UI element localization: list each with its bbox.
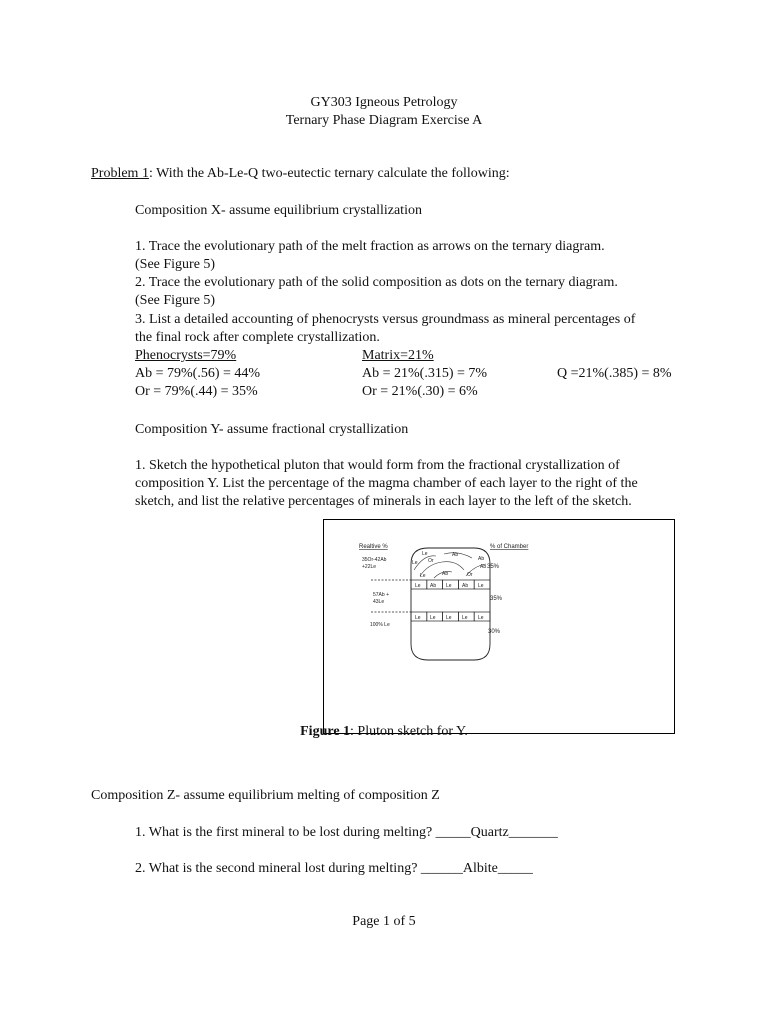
mineral-label: Le <box>446 583 452 589</box>
composition-x-line: (See Figure 5) <box>135 257 216 272</box>
chamber-percent: 30% <box>488 629 501 635</box>
mineral-label: Le <box>415 583 421 589</box>
phenocrysts-ab: Ab = 79%(.56) = 44% <box>135 366 261 381</box>
composition-y-line: 1. Sketch the hypothetical pluton that would form from the fractional crystallization of <box>135 458 620 473</box>
pluton-figure <box>323 519 675 734</box>
mineral-label: Le <box>422 551 428 557</box>
mineral-label: Le <box>446 615 452 621</box>
matrix-header: Matrix=21% <box>362 348 434 363</box>
mineral-label: Ab <box>478 556 485 562</box>
figure-caption-label: Figure 1 <box>300 724 351 739</box>
course-title: GY303 Igneous Petrology <box>310 95 458 110</box>
problem-1-line <box>91 165 510 182</box>
figure-caption-text: : Pluton sketch for Y. <box>350 724 468 739</box>
composition-x-line: the final rock after complete crystallization. <box>135 330 380 345</box>
chamber-percent-header: % of Chamber <box>490 544 529 550</box>
mineral-label: Le <box>462 615 468 621</box>
layer-label: +22Le <box>362 564 377 570</box>
mineral-label: Ab <box>452 552 459 558</box>
page-number: Page 1 of 5 <box>352 914 416 929</box>
phenocrysts-or: Or = 79%(.44) = 35% <box>135 384 258 399</box>
mineral-label: Le <box>420 573 426 579</box>
mineral-label: Or <box>428 558 434 564</box>
composition-x-line: 3. List a detailed accounting of phenocrysts versus groundmass as mineral percentages of <box>135 312 636 327</box>
composition-x-line: 1. Trace the evolutionary path of the melt fraction as arrows on the ternary diagram. <box>135 239 605 254</box>
pluton-sketch <box>324 520 674 733</box>
mineral-label: Le <box>478 583 484 589</box>
composition-z-question-2: 2. What is the second mineral lost during melting? ______Albite_____ <box>135 861 533 876</box>
composition-y-heading: Composition Y- assume fractional crystallization <box>135 422 409 437</box>
figure-caption <box>0 723 768 740</box>
mineral-label: Ab <box>430 583 437 589</box>
quartz-value: Q =21%(.385) = 8% <box>557 366 672 381</box>
mineral-label: Le <box>412 560 418 566</box>
layer-label: 43Le <box>373 599 385 605</box>
phenocrysts-header: Phenocrysts=79% <box>135 348 237 363</box>
mineral-label: Ab <box>480 564 487 570</box>
composition-x-line: (See Figure 5) <box>135 293 216 308</box>
mineral-label: Le <box>478 615 484 621</box>
problem-1-label: Problem 1 <box>91 166 149 181</box>
composition-z-question-1: 1. What is the first mineral to be lost during melting? _____Quartz_______ <box>135 825 558 840</box>
chamber-percent: 35% <box>490 596 503 602</box>
relative-percent-header: Realtive % <box>359 544 388 550</box>
composition-x-heading: Composition X- assume equilibrium crystallization <box>135 203 422 218</box>
mineral-label: Ab <box>462 583 469 589</box>
chamber-percent: 35% <box>487 564 500 570</box>
mineral-label: Le <box>430 615 436 621</box>
crystal-row <box>411 612 490 621</box>
problem-1-intro: : With the Ab-Le-Q two-eutectic ternary calculate the following: <box>148 166 510 181</box>
composition-x-line: 2. Trace the evolutionary path of the solid composition as dots on the ternary diagram. <box>135 275 618 290</box>
matrix-or: Or = 21%(.30) = 6% <box>362 384 478 399</box>
layer-label: 100% Le <box>370 622 390 628</box>
composition-y-line: composition Y. List the percentage of the magma chamber of each layer to the right of the <box>135 476 638 491</box>
layer-label: 57Ab + <box>373 592 389 598</box>
composition-z-heading: Composition Z- assume equilibrium melting of composition Z <box>91 788 440 803</box>
exercise-title: Ternary Phase Diagram Exercise A <box>285 113 483 128</box>
pluton-outline <box>411 548 490 660</box>
composition-y-line: sketch, and list the relative percentages of minerals in each layer to the left of the sketch. <box>135 494 632 509</box>
mineral-label: Or <box>467 572 473 578</box>
mineral-label: Le <box>415 615 421 621</box>
mineral-label: Ab <box>442 571 449 577</box>
layer-label: 35Or-42Ab <box>362 557 387 563</box>
matrix-ab: Ab = 21%(.315) = 7% <box>362 366 488 381</box>
crystal-row <box>411 580 490 589</box>
